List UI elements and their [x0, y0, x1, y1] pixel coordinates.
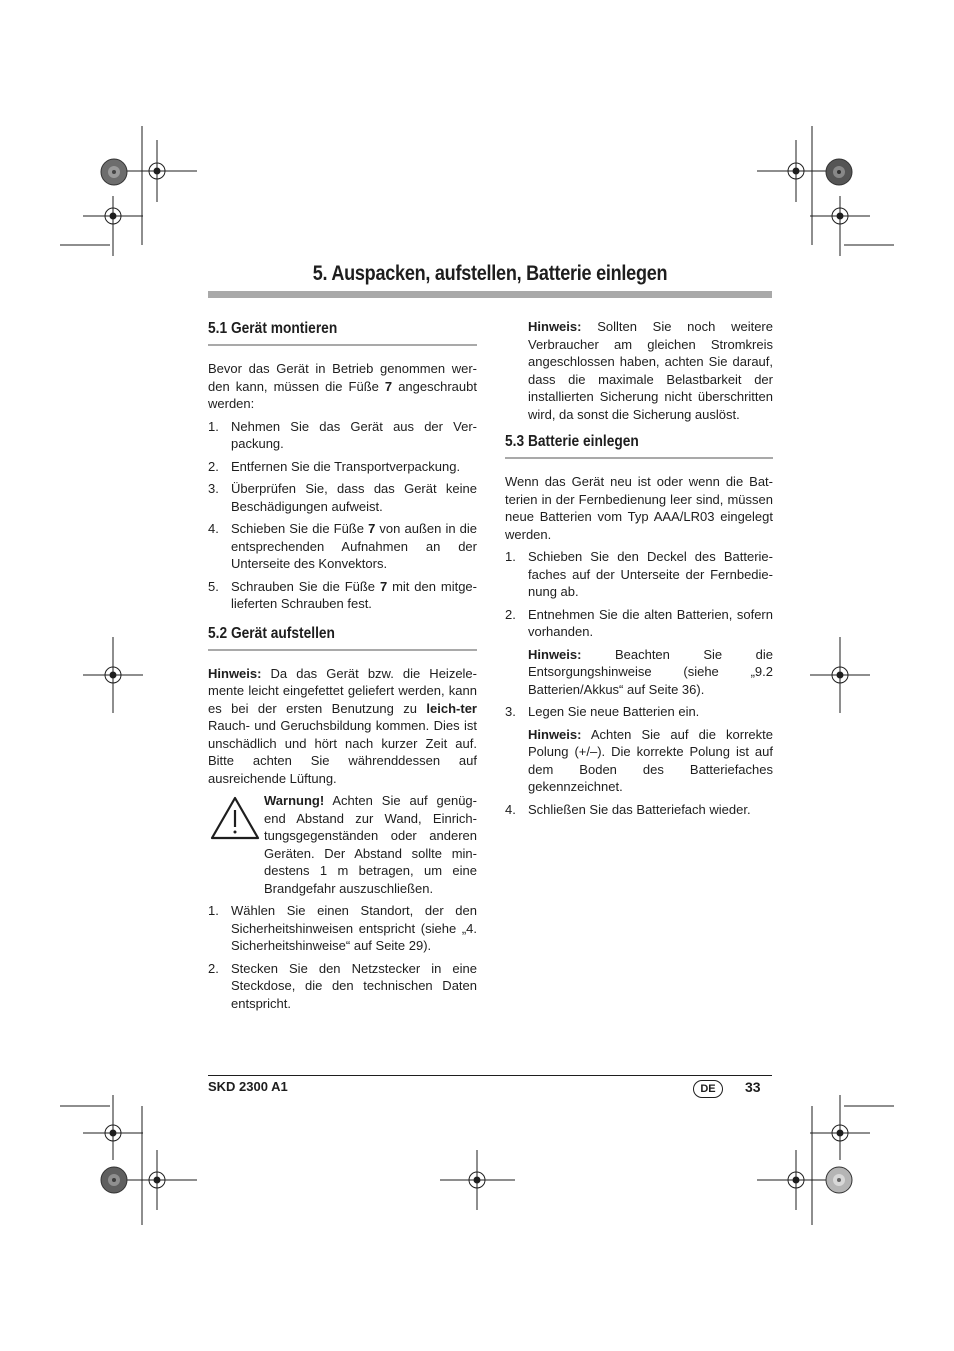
right-column: [505, 318, 773, 823]
registration-target-icon: [810, 637, 870, 713]
disposal-note: Hinweis: Beachten Sie die Entsorgungshinweise (siehe „9.2 Batterien/Akkus“ auf Seite 36).: [528, 646, 773, 697]
color-wheel-icon: [101, 1167, 127, 1193]
footer-rule: [208, 1075, 772, 1076]
color-wheel-icon: [826, 159, 852, 185]
polarity-note: Hinweis: Achten Sie auf die korrekte Polung (+/–). Die korrekte Polung ist auf dem Boden des Batteriefaches gekennzeichnet.: [528, 726, 773, 794]
footer-model: SKD 2300 A1: [208, 1079, 288, 1094]
section-heading-5-3: 5.3 Batterie einlegen: [505, 433, 639, 450]
registration-target-icon: [83, 637, 143, 713]
battery-steps-cont: [505, 703, 773, 721]
registration-target-icon: [757, 1150, 835, 1210]
color-wheel-icon: [826, 1167, 852, 1193]
section-heading-5-1: 5.1 Gerät montieren: [208, 320, 338, 337]
list-item: 1. Nehmen Sie das Gerät aus der Ver-packung.: [208, 418, 477, 451]
list-item: 2. Entnehmen Sie die alten Batterien, sofern vorhanden.: [505, 606, 773, 639]
page-title: 5. Auspacken, aufstellen, Batterie einlegen: [312, 262, 668, 285]
section-rule: [208, 344, 477, 346]
registration-target-icon: [120, 1150, 197, 1210]
circuit-note: Hinweis: Sollten Sie noch weitere Verbraucher am gleichen Stromkreis angeschlossen haben, achten Sie darauf, dass die maximale Belastbarkeit der installierten Sicherung nicht überschritten wird, da sonst die Sicherung auslöst.: [528, 319, 773, 422]
left-column: [208, 316, 477, 1017]
title-rule: [208, 291, 772, 298]
section-heading-5-2: 5.2 Gerät aufstellen: [208, 624, 335, 642]
registration-target-icon: [810, 196, 870, 256]
section-5-3-intro: Wenn das Gerät neu ist oder wenn die Bat-terien in der Fernbedienung leer sind, müssen neue Batterien vom Typ AAA/LR03 eingelegt werden.: [505, 474, 773, 542]
language-badge: DE: [693, 1080, 723, 1098]
registration-target-icon: [120, 140, 197, 202]
page-number: 33: [745, 1079, 761, 1095]
section-rule: [208, 649, 477, 651]
setup-steps: [208, 902, 477, 1012]
list-item: 2. Entfernen Sie die Transportverpackung.: [208, 458, 461, 474]
color-wheel-icon: [101, 159, 127, 185]
registration-target-icon: [757, 140, 835, 202]
registration-target-icon: [810, 1095, 870, 1160]
section-5-1-intro: Bevor das Gerät in Betrieb genommen wer-den kann, müssen die Füße 7 angeschraubt werden:: [208, 361, 477, 411]
list-item: 4. Schieben Sie die Füße 7 von außen in die entsprechenden Aufnahmen an der Unterseite des Konvektors.: [208, 521, 478, 571]
list-item: 1. Schieben Sie den Deckel des Batterie-faches auf der Unterseite der Fernbedie-nung ab.: [505, 549, 773, 599]
battery-steps: [505, 548, 773, 641]
list-item: 4. Schließen Sie das Batteriefach wieder.: [505, 801, 751, 817]
registration-target-icon: [83, 196, 143, 256]
warning-block: Warnung! Achten Sie auf genüg-end Abstand zur Wand, Einrich-tungsgegenständen oder anderen Geräten. Der Abstand sollte min-destens 1 m betragen, um eine Brandgefahr auszuschließen.: [208, 792, 477, 897]
section-rule: [505, 457, 773, 459]
section-5-2-note: Hinweis: Da das Gerät bzw. die Heizele-mente leicht eingefettet geliefert werden, kann es bei der ersten Benutzung zu leich-ter Rauch- und Geruchsbildung kommen. Dies ist unschädlich und hört nach kurzer Zeit auf. Bitte achten Sie währenddessen auf ausreichende Lüftung.: [208, 665, 477, 786]
battery-steps-end: [505, 801, 773, 819]
list-item: 1. Wählen Sie einen Standort, der den Sicherheitshinweisen entspricht (siehe „4. Sicherheitshinweise“ auf Seite 29).: [208, 903, 477, 953]
list-item: 3. Legen Sie neue Batterien ein.: [505, 704, 700, 719]
list-item: 2. Stecken Sie den Netzstecker in eine Steckdose, die den technischen Daten entspricht.: [208, 960, 477, 1011]
registration-target-icon: [440, 1150, 515, 1210]
list-item: 3. Überprüfen Sie, dass das Gerät keine Beschädigungen aufweist.: [208, 481, 477, 514]
list-item: 5. Schrauben Sie die Füße 7 mit den mitge-lieferten Schrauben fest.: [208, 578, 477, 611]
registration-target-icon: [83, 1095, 143, 1160]
warning-triangle-icon: [210, 796, 260, 840]
assembly-steps: [208, 418, 477, 613]
